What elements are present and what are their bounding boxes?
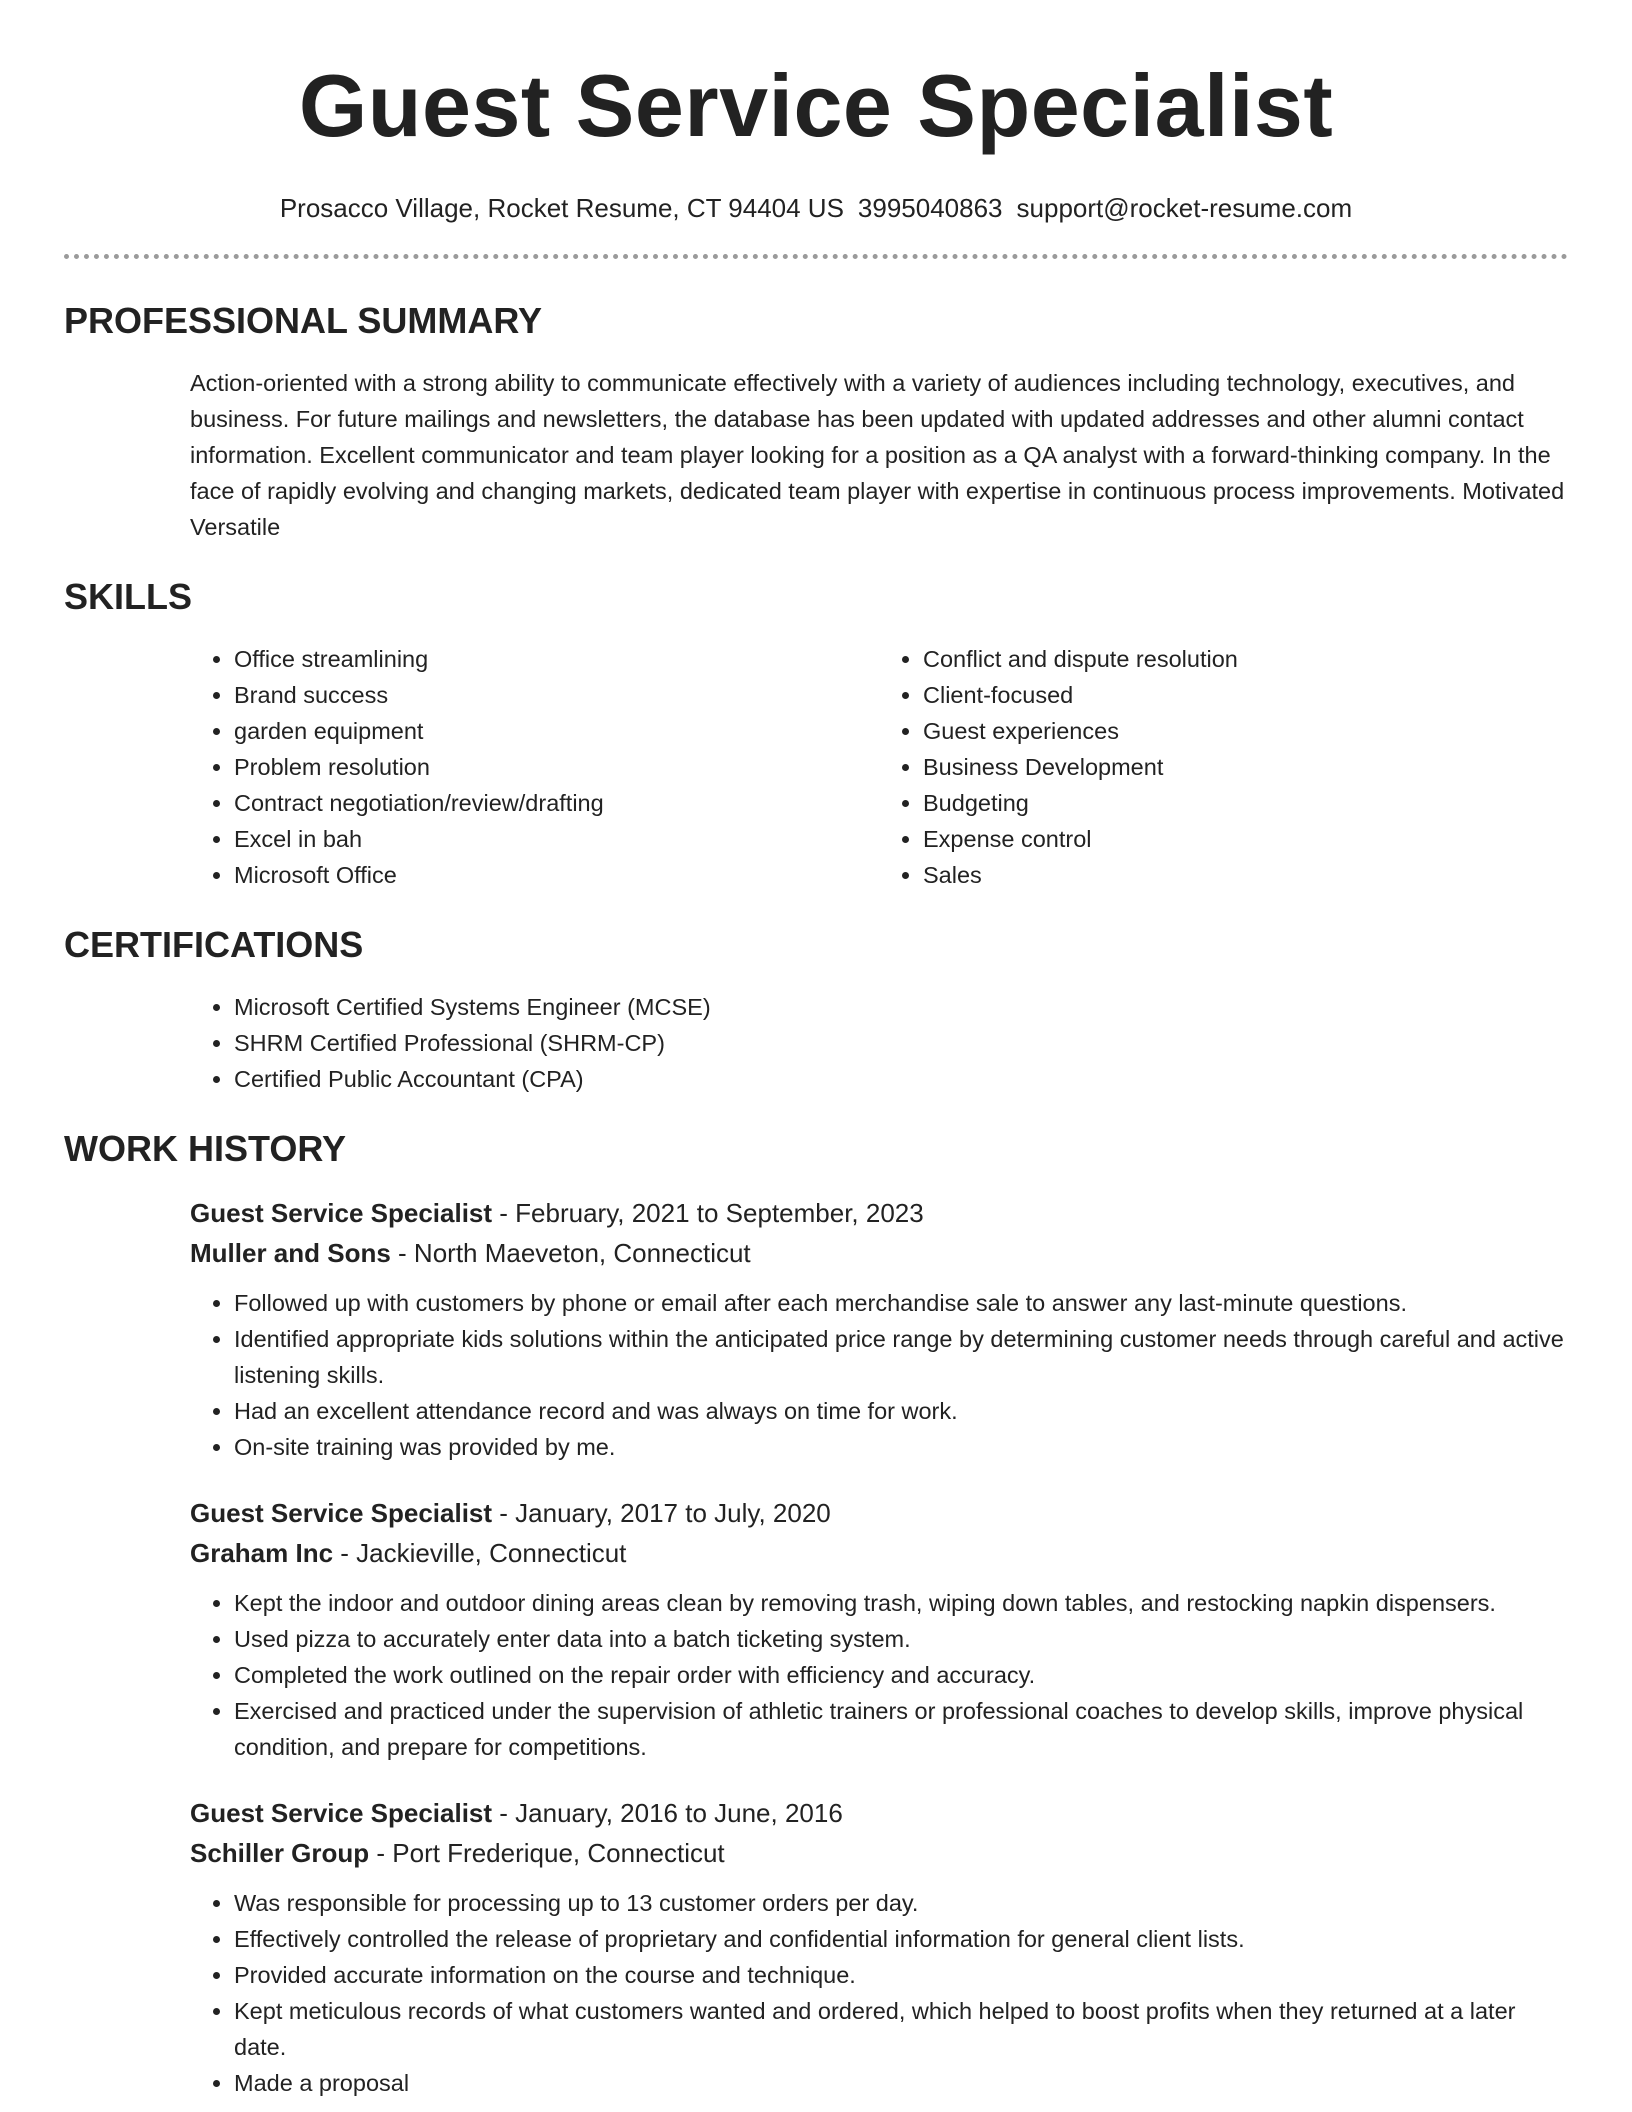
- summary-body: [190, 365, 1568, 545]
- job-entry: [190, 1493, 1568, 1765]
- skill-item: • Business Development: [923, 749, 1568, 785]
- skill-item: • Office streamlining: [234, 641, 879, 677]
- work-history-section: [64, 1127, 1568, 2101]
- skill-item: • Problem resolution: [234, 749, 879, 785]
- skill-item: • Contract negotiation/review/drafting: [234, 785, 879, 821]
- job-role: Guest Service Specialist: [190, 1498, 493, 1528]
- skill-item: • Brand success: [234, 677, 879, 713]
- job-dates: - January, 2017 to July, 2020: [492, 1498, 831, 1528]
- skill-item: • Microsoft Office: [234, 857, 879, 893]
- job-company-line: [190, 1833, 1568, 1873]
- resume-header: [64, 0, 1568, 224]
- job-entry: [190, 1793, 1568, 2101]
- skills-grid: [190, 641, 1568, 893]
- contact-address: Prosacco Village, Rocket Resume, CT 94404 US: [279, 193, 844, 223]
- skill-item: • Sales: [923, 857, 1568, 893]
- certifications-section: [64, 923, 1568, 1097]
- skill-item: • Client-focused: [923, 677, 1568, 713]
- job-company-line: [190, 1533, 1568, 1573]
- section-title-skills: SKILLS: [64, 576, 193, 617]
- job-title-line: [190, 1793, 1568, 1833]
- job-bullets: [190, 1285, 1568, 1465]
- job-dates: - January, 2016 to June, 2016: [492, 1798, 843, 1828]
- contact-phone: 3995040863: [857, 193, 1003, 223]
- job-role: Guest Service Specialist: [190, 1798, 493, 1828]
- job-dates: - February, 2021 to September, 2023: [492, 1198, 924, 1228]
- skill-item: • Excel in bah: [234, 821, 879, 857]
- section-title-certifications: CERTIFICATIONS: [64, 924, 364, 965]
- skills-section: [64, 575, 1568, 893]
- job-bullet: • Was responsible for processing up to 13 customer orders per day.: [234, 1885, 1568, 1921]
- skill-item: • Expense control: [923, 821, 1568, 857]
- job-bullet: • Effectively controlled the release of proprietary and confidential information for general client lists.: [234, 1921, 1568, 1957]
- job-bullet: • Identified appropriate kids solutions within the anticipated price range by determining customer needs through careful and active listening skills.: [234, 1321, 1568, 1393]
- header-divider: [64, 254, 1568, 259]
- job-company: Muller and Sons: [190, 1238, 391, 1268]
- work-history-body: [190, 1193, 1568, 2101]
- job-company: Graham Inc: [190, 1538, 334, 1568]
- job-bullet: • Kept meticulous records of what customers wanted and ordered, which helped to boost profits when they returned at a later date.: [234, 1993, 1568, 2065]
- job-title-line: [190, 1493, 1568, 1533]
- candidate-name: Guest Service Specialist: [298, 56, 1334, 155]
- skill-item: • Conflict and dispute resolution: [923, 641, 1568, 677]
- job-location: - Port Frederique, Connecticut: [369, 1838, 725, 1868]
- section-title-work-history: WORK HISTORY: [64, 1128, 347, 1169]
- contact-email: support@rocket-resume.com: [1016, 193, 1353, 223]
- job-bullet: • Made a proposal: [234, 2065, 1568, 2101]
- job-company: Schiller Group: [190, 1838, 370, 1868]
- job-bullet: • Kept the indoor and outdoor dining areas clean by removing trash, wiping down tables, and restocking napkin dispensers.: [234, 1585, 1568, 1621]
- job-role: Guest Service Specialist: [190, 1198, 493, 1228]
- skills-list-left: [190, 641, 879, 893]
- skill-item: • garden equipment: [234, 713, 879, 749]
- certification-item: • Certified Public Accountant (CPA): [234, 1061, 1568, 1097]
- job-title-line: [190, 1193, 1568, 1233]
- certification-item: • SHRM Certified Professional (SHRM-CP): [234, 1025, 1568, 1061]
- summary-section: [64, 299, 1568, 545]
- job-bullet: • Provided accurate information on the course and technique.: [234, 1957, 1568, 1993]
- certifications-body: [190, 989, 1568, 1097]
- job-bullet: • Exercised and practiced under the supervision of athletic trainers or professional coaches to develop skills, improve physical condition, and prepare for competitions.: [234, 1693, 1568, 1765]
- job-location: - North Maeveton, Connecticut: [390, 1238, 751, 1268]
- section-title-summary: PROFESSIONAL SUMMARY: [64, 300, 543, 341]
- summary-text: Action-oriented with a strong ability to communicate effectively with a variety of audiences including technology, executives, and business. For future mailings and newsletters, the database has been updated with updated addresses and other alumni contact information. Excellent communicator and team player looking for a position as a QA analyst with a forward-thinking company. In the face of rapidly evolving and changing markets, dedicated team player with expertise in continuous process improvements. Motivated Versatile: [190, 370, 1565, 540]
- skills-list-right: [879, 641, 1568, 893]
- job-bullet: • Used pizza to accurately enter data into a batch ticketing system.: [234, 1621, 1568, 1657]
- job-bullets: [190, 1585, 1568, 1765]
- job-bullet: • Followed up with customers by phone or email after each merchandise sale to answer any last-minute questions.: [234, 1285, 1568, 1321]
- job-bullet: • Had an excellent attendance record and was always on time for work.: [234, 1393, 1568, 1429]
- job-bullets: [190, 1885, 1568, 2101]
- skill-item: • Guest experiences: [923, 713, 1568, 749]
- skill-item: • Budgeting: [923, 785, 1568, 821]
- job-bullet: • Completed the work outlined on the repair order with efficiency and accuracy.: [234, 1657, 1568, 1693]
- job-bullet: • On-site training was provided by me.: [234, 1429, 1568, 1465]
- contact-line: [64, 192, 1568, 224]
- job-location: - Jackieville, Connecticut: [333, 1538, 627, 1568]
- job-company-line: [190, 1233, 1568, 1273]
- job-entry: [190, 1193, 1568, 1465]
- certification-item: • Microsoft Certified Systems Engineer (MCSE): [234, 989, 1568, 1025]
- certifications-list: [190, 989, 1568, 1097]
